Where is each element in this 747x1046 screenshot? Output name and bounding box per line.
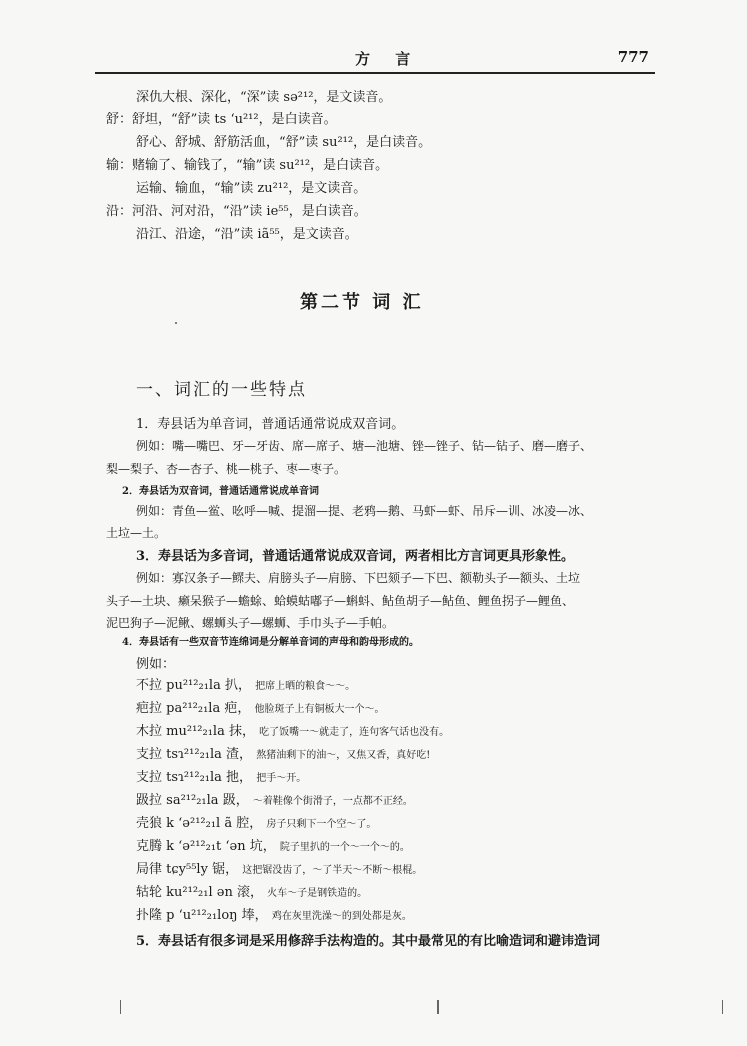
entry-example: 房子只剩下一个空～了。	[266, 819, 377, 830]
speck	[175, 322, 177, 324]
entry-gloss: 疤，	[224, 701, 251, 716]
entry-pronunciation: tsɿ²¹²₂₁la	[166, 747, 222, 762]
entry-word: 木拉	[136, 724, 163, 739]
entry-gloss: 坑，	[249, 839, 276, 854]
entry-gloss: 抹，	[228, 724, 255, 739]
text-line: 运输、输血，“输”读 zu²¹²，是文读音。	[136, 181, 367, 196]
entry-gloss: 趿，	[222, 793, 249, 808]
example-line: 梨—梨子、杏—杏子、桃—桃子、枣—枣子。	[106, 462, 347, 476]
section-title: 第二节 词 汇	[300, 292, 424, 313]
entry-pronunciation: tsɿ²¹²₂₁la	[166, 770, 222, 785]
entry-pronunciation: pa²¹²₂₁la	[166, 701, 221, 716]
entry-pronunciation: pu²¹²₂₁la	[166, 678, 221, 693]
paragraph: 5．寿县话有很多词是采用修辞手法构造的。其中最常见的有比喻造词和避讳造词	[136, 934, 601, 949]
entry-word: 轱轮	[136, 885, 163, 900]
example-entry	[136, 743, 430, 762]
entry-gloss: 锯，	[212, 862, 239, 877]
entry-example: 把手～开。	[256, 773, 307, 784]
entry-example: 院子里扒的一个～一个～的。	[279, 842, 410, 853]
scan-edge-mark	[437, 1000, 439, 1014]
text-line: 深仇大根、深化，“深”读 sə²¹²，是文读音。	[136, 90, 392, 105]
entry-gloss: 滚，	[236, 885, 263, 900]
entry-word: 疤拉	[136, 701, 163, 716]
example-line: 例如：青鱼—鲎、吆呼—喊、提溜—提、老鸦—鹅、马虾—虾、吊斥—训、冰凌—冰、	[136, 504, 593, 518]
example-lead: 例如：	[136, 657, 176, 672]
entry-pronunciation: k ‘ə²¹²₂₁t ‘ən	[166, 839, 246, 854]
example-entry	[136, 674, 355, 693]
example-line: 例如：寡汉条子—鳏夫、肩膀头子—肩膀、下巴颏子—下巴、额勒头子—额头、土垃	[136, 571, 581, 585]
entry-gloss: 渣，	[226, 747, 253, 762]
entry-word: 支拉	[136, 770, 163, 785]
example-line: 例如：嘴—嘴巴、牙—牙齿、席—席子、塘—池塘、锉—锉子、钻—钻子、磨—磨子、	[136, 439, 593, 453]
scan-edge-mark	[120, 1000, 121, 1014]
example-entry	[136, 835, 410, 854]
subsection-title: 一、词汇的一些特点	[136, 380, 307, 400]
entry-example: 火车～子是钢铁造的。	[267, 888, 368, 899]
entry-example: 熬猪油剩下的油～，又焦又香，真好吃!	[256, 750, 431, 761]
entry-pronunciation: k ‘ə²¹²₂₁l ã	[166, 816, 233, 831]
entry-word: 扑隆	[136, 908, 163, 923]
entry-pronunciation: mu²¹²₂₁la	[166, 724, 225, 739]
example-entry	[136, 858, 422, 877]
text-line: 舒：舒坦，“舒”读 ts ‘u²¹²，是白读音。	[106, 112, 337, 127]
text-line: 沿江、沿途，“沿”读 iã⁵⁵，是文读音。	[136, 227, 358, 242]
entry-word: 趿拉	[136, 793, 163, 808]
entry-word: 支拉	[136, 747, 163, 762]
example-entry	[136, 881, 367, 900]
text-line: 沿：河沿、河对沿，“沿”读 ie⁵⁵，是白读音。	[106, 204, 367, 219]
paragraph: 4．寿县话有一些双音节连绵词是分解单音词的声母和韵母形成的。	[122, 637, 419, 648]
entry-pronunciation: p ‘u²¹²₂₁loŋ	[166, 908, 238, 923]
entry-word: 局律	[136, 862, 163, 877]
entry-pronunciation: sa²¹²₂₁la	[166, 793, 219, 808]
text-line: 舒心、舒城、舒筋活血，“舒”读 su²¹²，是白读音。	[136, 135, 432, 150]
entry-pronunciation: ku²¹²₂₁l ən	[166, 885, 233, 900]
entry-example: 这把锯没齿了，～了半天～不断～根棍。	[242, 865, 423, 876]
example-entry	[136, 812, 376, 831]
entry-word: 不拉	[136, 678, 163, 693]
entry-gloss: 扒，	[224, 678, 251, 693]
entry-gloss: 腔，	[236, 816, 263, 831]
example-line: 泥巴狗子—泥鳅、螺蛳头子—螺蛳、手巾头子—手帕。	[106, 616, 395, 630]
page-number: 777	[617, 48, 649, 66]
example-entry	[136, 904, 412, 923]
running-title: 方 言	[355, 50, 421, 68]
scan-edge-mark	[722, 1000, 723, 1014]
entry-example: 吃了饭嘴一～就走了，连句客气话也没有。	[259, 727, 450, 738]
entry-word: 壳狼	[136, 816, 163, 831]
example-line: 头子—土块、癞呆猴子—蟾蜍、蛤蟆蛄嘟子—蝌蚪、鲇鱼胡子—鲇鱼、鲤鱼拐子—鲤鱼、	[106, 594, 575, 608]
paragraph: 2．寿县话为双音词，普通话通常说成单音词	[122, 486, 319, 497]
text-line: 输：赌输了、输钱了，“输”读 su²¹²，是白读音。	[106, 158, 389, 173]
entry-pronunciation: tɕy⁵⁵ly	[166, 862, 208, 877]
example-entry	[136, 697, 385, 716]
example-entry	[136, 766, 306, 785]
example-entry	[136, 720, 449, 739]
example-entry	[136, 789, 413, 808]
entry-example: 把席上晒的粮食～～。	[255, 681, 356, 692]
paragraph: 1．寿县话为单音词，普通话通常说成双音词。	[136, 417, 405, 432]
entry-example: 鸡在灰里洗澡～的到处都是灰。	[271, 911, 412, 922]
paragraph: 3．寿县话为多音词，普通话通常说成双音词，两者相比方言词更具形象性。	[136, 549, 575, 564]
page-header	[95, 46, 655, 74]
entry-word: 克腾	[136, 839, 163, 854]
entry-example: ～着鞋像个街滑子，一点都不正经。	[252, 796, 413, 807]
entry-example: 他脸斑子上有铜板大一个～。	[254, 704, 385, 715]
entry-gloss: 扡，	[226, 770, 253, 785]
entry-gloss: 埲，	[241, 908, 268, 923]
example-line: 土垃—土。	[106, 526, 167, 540]
